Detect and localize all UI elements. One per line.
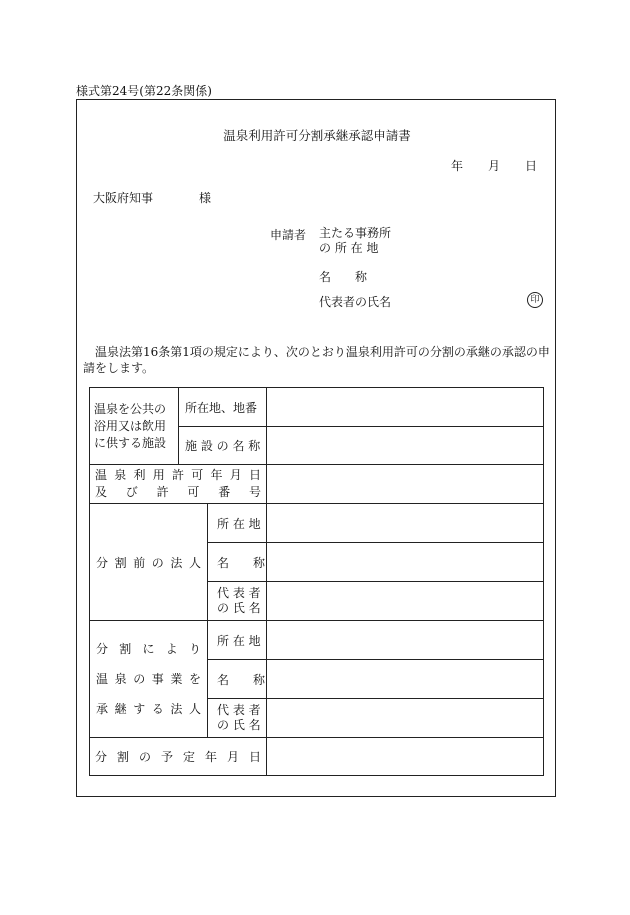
planned-date-label: 分割の予定年月日	[95, 750, 261, 764]
cell-successor-rep-value[interactable]	[267, 699, 543, 738]
successor-line-3: 承継する法人	[96, 702, 201, 716]
addressee	[93, 189, 211, 206]
cell-before-corp-group	[90, 504, 208, 621]
cell-planned-date-label	[90, 738, 267, 775]
successor-line-2: 温泉の事業を	[96, 672, 201, 686]
before-rep-line-2: の 氏 名	[217, 601, 261, 615]
facility-name-label: 施 設 の 名 称	[185, 439, 261, 453]
cell-successor-group	[90, 621, 208, 738]
successor-rep-line-1: 代 表 者	[217, 703, 261, 717]
cell-before-location-value[interactable]	[267, 504, 543, 543]
cell-location-lot-label	[179, 388, 267, 427]
successor-line-1: 分割により	[96, 642, 201, 656]
facility-group-line-1: 温泉を公共の	[94, 401, 167, 416]
date-line	[451, 157, 537, 174]
before-corp-label: 分割前の法人	[96, 555, 201, 570]
body-text: 温泉法第16条第1項の規定により、次のとおり温泉利用許可の分割の承継の承認の申請をします。	[83, 345, 550, 375]
applicant-office-address	[319, 226, 391, 256]
before-location-label: 所 在 地	[217, 516, 261, 531]
cell-successor-name-value[interactable]	[267, 660, 543, 699]
cell-successor-location-value[interactable]	[267, 621, 543, 660]
permit-line-1: 温泉利用許可年月日	[95, 468, 261, 482]
addressee-honorific: 様	[199, 191, 212, 205]
cell-before-rep-label	[208, 582, 267, 621]
applicant-name-label: 名 称	[319, 270, 368, 284]
successor-rep-line-2: の 氏 名	[217, 718, 261, 732]
cell-successor-rep-label	[208, 699, 267, 738]
cell-successor-location-label	[208, 621, 267, 660]
cell-planned-date-value[interactable]	[267, 738, 543, 775]
addressee-name: 大阪府知事	[93, 191, 154, 205]
applicant-rep-label: 代表者の氏名	[319, 295, 392, 309]
before-name-label: 名 称	[217, 555, 266, 570]
cell-before-rep-value[interactable]	[267, 582, 543, 621]
office-line-2: の 所 在 地	[319, 241, 379, 255]
cell-permit-label	[90, 465, 267, 504]
location-lot-label: 所在地、地番	[185, 400, 258, 415]
successor-location-label: 所 在 地	[217, 633, 261, 648]
cell-before-name-value[interactable]	[267, 543, 543, 582]
cell-before-name-label	[208, 543, 267, 582]
facility-group-line-3: に供する施設	[94, 435, 167, 450]
successor-name-label: 名 称	[217, 672, 266, 687]
form-number: 様式第24号(第22条関係)	[76, 84, 212, 98]
cell-facility-name-value[interactable]	[267, 427, 543, 465]
date-year: 年	[451, 159, 464, 173]
cell-permit-value[interactable]	[267, 465, 543, 504]
cell-location-lot-value[interactable]	[267, 388, 543, 427]
details-table	[89, 387, 544, 776]
before-rep-line-1: 代 表 者	[217, 586, 261, 600]
facility-group-line-2: 浴用又は飲用	[94, 418, 167, 433]
date-day: 日	[524, 159, 537, 173]
form-title: 温泉利用許可分割承継承認申請書	[223, 128, 411, 143]
cell-before-location-label	[208, 504, 267, 543]
cell-facility-group	[90, 388, 179, 465]
application-form	[76, 99, 556, 797]
seal-mark: 印	[527, 292, 543, 308]
cell-successor-name-label	[208, 660, 267, 699]
applicant-label: 申請者	[270, 228, 307, 242]
cell-facility-name-label	[179, 427, 267, 465]
permit-line-2: 及び許可番号	[95, 485, 261, 499]
date-month: 月	[487, 159, 500, 173]
office-line-1: 主たる事務所	[319, 226, 392, 240]
